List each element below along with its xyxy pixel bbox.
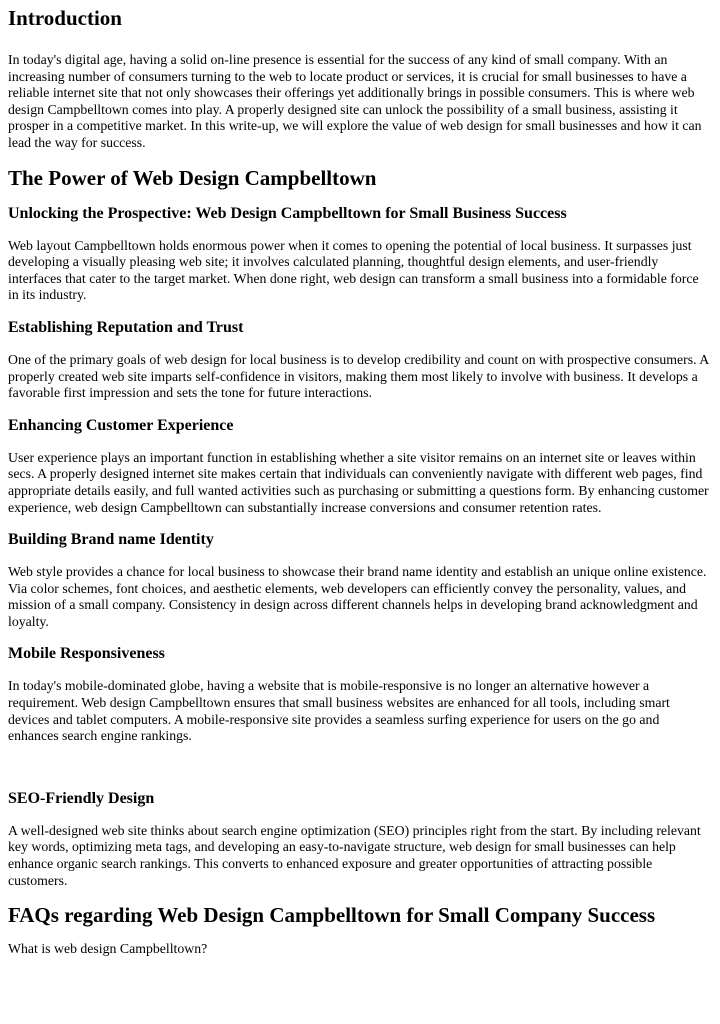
section-text-seo: A well-designed web site thinks about search engine optimization (SEO) principles right from the start. By including relevant key words, optimizing meta tags, and developing an easy-to-navigate structure, web design for small businesses can help enhance organic search rankings. This converts to enhanced exposure and greater opportunities of attracting possible customers.: [8, 822, 701, 888]
intro-paragraph: In today's digital age, having a solid on-line presence is essential for the success of any kind of small company. With an increasing number of consumers turning to the web to locate product or services, it is crucial for small businesses to have a reliable internet site that not only showcases their offerings yet additionally brings in possible consumers. This is where web design Campbelltown comes into play. A properly designed site can unlock the possibility of a small business, assisting it prosper in a competitive market. In this write-up, we will explore the value of web design for small businesses and how it can lead the way for success.: [8, 52, 702, 150]
section-title-brand-identity: Building Brand name Identity: [8, 531, 214, 549]
article: [0, 6, 720, 958]
power-heading: The Power of Web Design Campbelltown: [8, 165, 377, 190]
intro-heading: Introduction: [8, 6, 122, 30]
faq-question: What is web design Campbelltown?: [8, 941, 208, 957]
section-title-seo: SEO-Friendly Design: [8, 789, 155, 807]
section-title-unlocking: Unlocking the Prospective: Web Design Campbelltown for Small Business Success: [8, 204, 567, 222]
section-title-customer-experience: Enhancing Customer Experience: [8, 416, 234, 434]
section-text-unlocking: Web layout Campbelltown holds enormous power when it comes to opening the potential of local business. It surpasses just developing a visually pleasing web site; it involves calculated planning, thoughtful design elements, and user-friendly interfaces that cater to the target market. When done right, web design can transform a small business into a formidable force in its industry.: [8, 237, 699, 303]
faqs-heading: FAQs regarding Web Design Campbelltown for Small Company Success: [8, 903, 656, 928]
section-text-customer-experience: User experience plays an important function in establishing whether a site visitor remains on an internet site or leaves within secs. A properly designed internet site makes certain that individuals can conveniently navigate with different web pages, find appropriate details easily, and full wanted activities such as purchasing or submitting a questions form. By enhancing customer experience, web design Campbelltown can substantially increase conversions and consumer retention rates.: [8, 449, 709, 515]
section-title-reputation: Establishing Reputation and Trust: [8, 318, 244, 336]
section-text-reputation: One of the primary goals of web design for local business is to develop credibility and count on with prospective consumers. A properly created web site imparts self-confidence in visitors, making them most likely to involve with business. It develops a favorable first impression and sets the tone for future interactions.: [8, 351, 709, 401]
section-text-mobile: In today's mobile-dominated globe, having a website that is mobile-responsive is no longer an alternative however a requirement. Web design Campbelltown ensures that small business websites are enhanced for all tools, including smart devices and tablet computers. A mobile-responsive site provides a seamless surfing experience for users on the go and enhances search engine rankings.: [8, 678, 670, 744]
section-title-mobile: Mobile Responsiveness: [8, 645, 165, 663]
section-text-brand-identity: Web style provides a chance for local business to showcase their brand name identity and establish an unique online existence. Via color schemes, font choices, and aesthetic elements, web developers can efficiently convey the personality, values, and mission of a small company. Consistency in design across different channels helps in developing brand acknowledgment and loyalty.: [8, 564, 707, 629]
spacer: [8, 759, 712, 777]
